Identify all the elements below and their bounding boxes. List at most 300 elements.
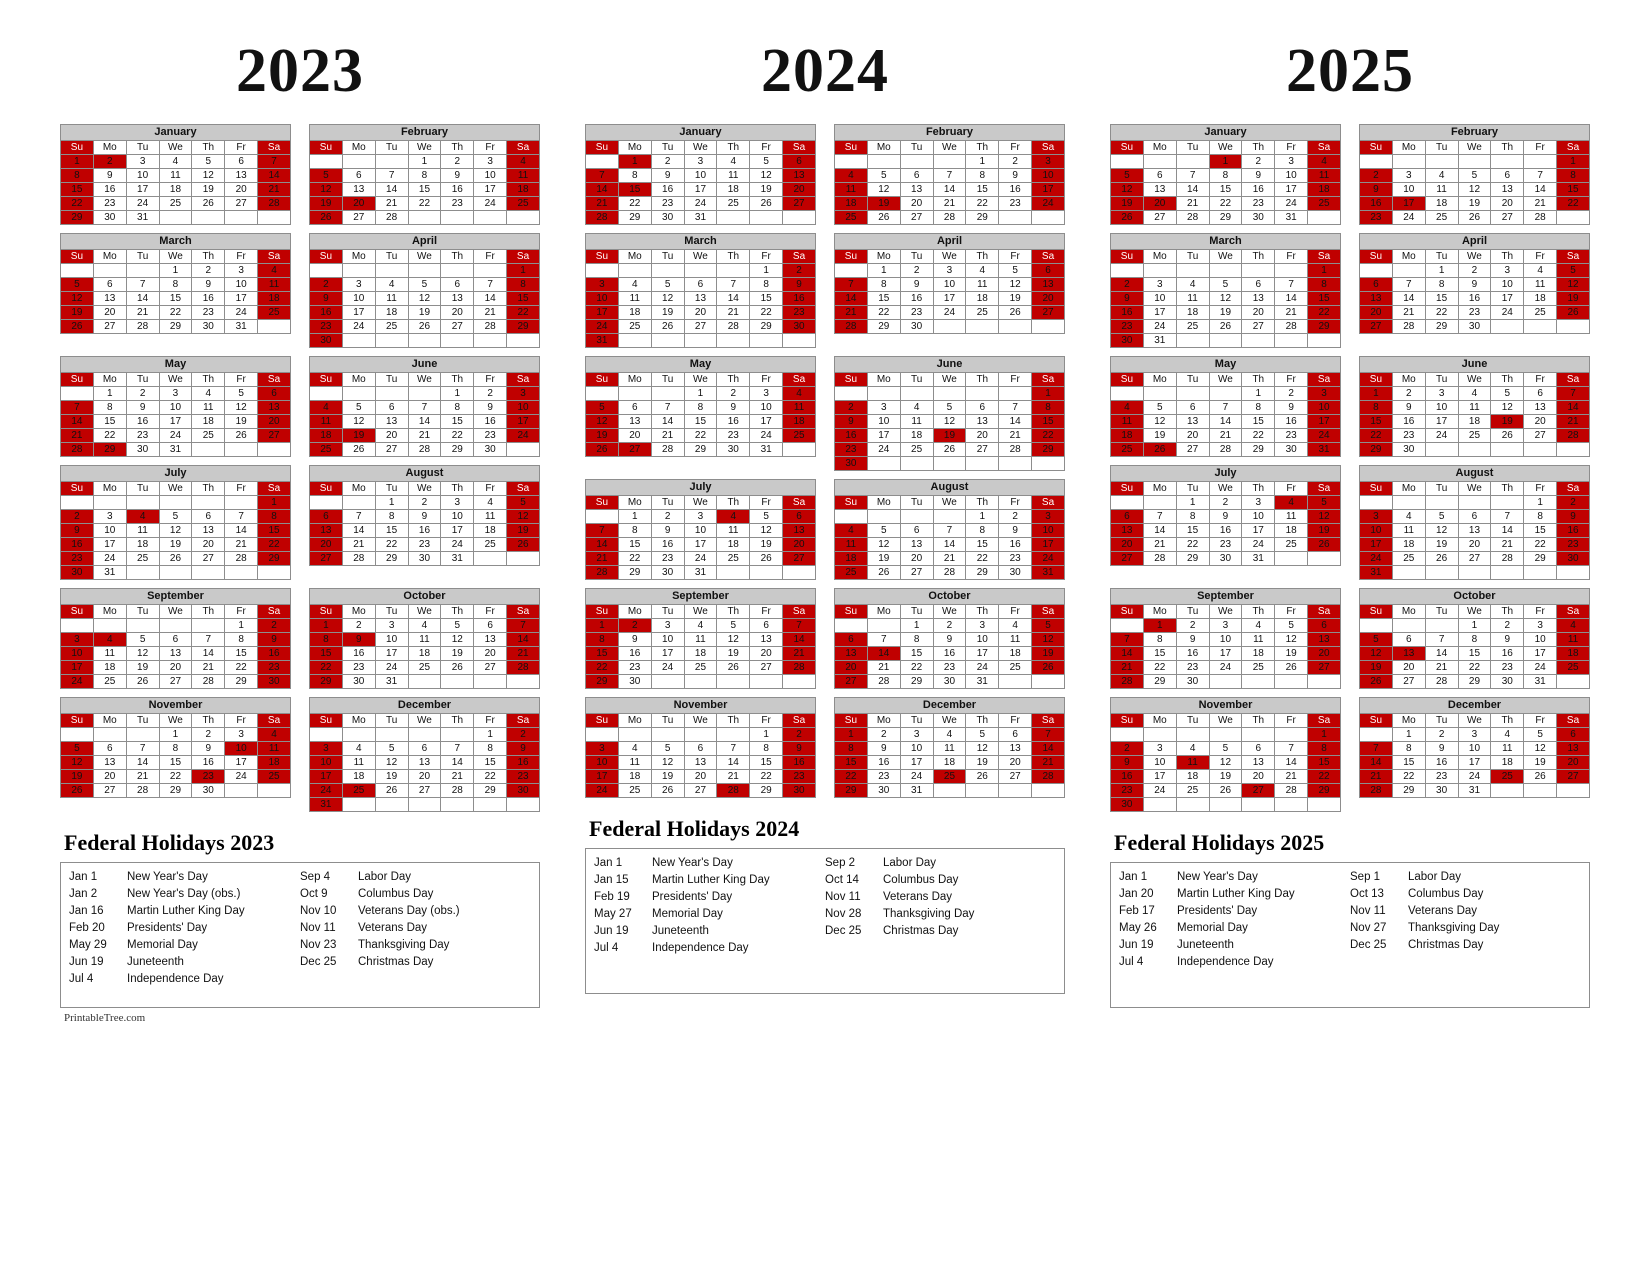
month-table	[309, 372, 540, 457]
day-cell-empty	[1275, 675, 1308, 689]
day-cell: 18	[835, 197, 868, 211]
day-cell: 14	[586, 538, 619, 552]
day-cell: 30	[1458, 320, 1491, 334]
day-cell: 19	[342, 429, 375, 443]
day-cell: 24	[159, 429, 192, 443]
day-cell: 10	[342, 292, 375, 306]
holiday-name: Christmas Day	[358, 956, 434, 968]
day-cell: 15	[867, 292, 900, 306]
day-cell: 20	[900, 197, 933, 211]
day-cell: 3	[507, 387, 540, 401]
day-cell: 28	[586, 211, 619, 225]
weekday-header: Su	[61, 605, 94, 619]
day-cell: 30	[1275, 443, 1308, 457]
weekday-header: Sa	[507, 250, 540, 264]
day-cell: 4	[933, 728, 966, 742]
day-cell-empty	[1557, 566, 1590, 580]
day-cell: 14	[126, 292, 159, 306]
day-cell: 20	[900, 552, 933, 566]
day-cell: 31	[684, 566, 717, 580]
day-cell: 14	[717, 756, 750, 770]
month-table	[1359, 604, 1590, 689]
day-cell: 17	[310, 770, 343, 784]
weekday-header: Sa	[1308, 141, 1341, 155]
day-cell-empty	[1491, 155, 1524, 169]
day-cell: 1	[258, 496, 291, 510]
day-cell: 9	[783, 742, 816, 756]
day-cell: 14	[1425, 647, 1458, 661]
day-cell: 14	[1557, 401, 1590, 415]
day-cell: 11	[618, 292, 651, 306]
day-cell-empty	[441, 675, 474, 689]
day-cell: 21	[441, 770, 474, 784]
day-cell: 12	[651, 292, 684, 306]
day-cell: 16	[900, 292, 933, 306]
day-cell-empty	[1275, 552, 1308, 566]
day-cell: 28	[1176, 211, 1209, 225]
day-cell: 4	[717, 510, 750, 524]
month-title: November	[60, 697, 291, 713]
month-table	[60, 604, 291, 689]
day-cell-empty	[999, 211, 1032, 225]
day-cell-empty	[1275, 798, 1308, 812]
day-cell: 21	[1111, 661, 1144, 675]
weekday-header: We	[684, 250, 717, 264]
day-cell-empty	[258, 320, 291, 334]
day-cell: 25	[408, 661, 441, 675]
day-cell-empty	[867, 619, 900, 633]
holiday-name: Juneteenth	[127, 956, 184, 968]
day-cell: 27	[159, 675, 192, 689]
weekday-header: Th	[1242, 714, 1275, 728]
day-cell: 20	[93, 770, 126, 784]
day-cell: 27	[1360, 320, 1393, 334]
weekday-header: Mo	[342, 250, 375, 264]
weekday-header: We	[1458, 714, 1491, 728]
month-title: December	[309, 697, 540, 713]
day-cell: 16	[1360, 197, 1393, 211]
day-cell: 20	[684, 306, 717, 320]
day-cell: 1	[1143, 619, 1176, 633]
day-cell-empty	[1557, 443, 1590, 457]
day-cell-empty	[342, 264, 375, 278]
day-cell: 2	[900, 264, 933, 278]
year-column	[60, 37, 540, 1024]
weekday-header: Sa	[258, 141, 291, 155]
day-cell-empty	[1392, 496, 1425, 510]
day-cell: 20	[1242, 770, 1275, 784]
day-cell: 10	[474, 169, 507, 183]
day-cell: 3	[966, 619, 999, 633]
day-cell-empty	[750, 675, 783, 689]
day-cell: 18	[1524, 292, 1557, 306]
day-cell: 22	[900, 661, 933, 675]
day-cell: 5	[61, 278, 94, 292]
day-cell: 14	[408, 415, 441, 429]
day-cell: 13	[1392, 647, 1425, 661]
holiday-name: Presidents' Day	[127, 922, 208, 934]
day-cell-empty	[586, 510, 619, 524]
day-cell: 5	[225, 387, 258, 401]
day-cell: 6	[783, 510, 816, 524]
weekday-header: Tu	[375, 250, 408, 264]
day-cell: 11	[900, 415, 933, 429]
day-cell: 10	[1308, 401, 1341, 415]
day-cell: 4	[1308, 155, 1341, 169]
day-cell-empty	[342, 155, 375, 169]
day-cell: 21	[1209, 429, 1242, 443]
day-cell: 21	[192, 661, 225, 675]
weekday-header: Su	[310, 250, 343, 264]
day-cell-empty	[93, 619, 126, 633]
day-cell: 12	[717, 633, 750, 647]
day-cell-empty	[586, 155, 619, 169]
weekday-header: Su	[310, 482, 343, 496]
day-cell: 26	[1557, 306, 1590, 320]
day-cell: 30	[717, 443, 750, 457]
day-cell: 5	[342, 401, 375, 415]
day-cell-empty	[1360, 619, 1393, 633]
day-cell: 27	[408, 784, 441, 798]
day-cell-empty	[310, 155, 343, 169]
day-cell: 26	[1032, 661, 1065, 675]
day-cell: 15	[750, 292, 783, 306]
day-cell: 30	[507, 784, 540, 798]
day-cell: 10	[507, 401, 540, 415]
day-cell: 14	[933, 183, 966, 197]
day-cell: 26	[933, 443, 966, 457]
day-cell: 26	[310, 211, 343, 225]
day-cell: 16	[867, 756, 900, 770]
day-cell: 17	[61, 661, 94, 675]
day-cell: 14	[933, 538, 966, 552]
weekday-header: Fr	[225, 373, 258, 387]
weekday-header: Sa	[1032, 373, 1065, 387]
day-cell: 13	[474, 633, 507, 647]
weekday-header: Th	[1491, 373, 1524, 387]
day-cell-empty	[375, 798, 408, 812]
holiday-row	[300, 954, 531, 971]
day-cell-empty	[900, 457, 933, 471]
day-cell: 29	[867, 320, 900, 334]
holiday-date: Feb 19	[594, 891, 630, 903]
holidays-title: Federal Holidays 2024	[589, 816, 800, 841]
day-cell: 17	[1275, 183, 1308, 197]
day-cell: 28	[258, 197, 291, 211]
day-cell: 17	[1032, 538, 1065, 552]
day-cell: 29	[1392, 784, 1425, 798]
day-cell: 14	[474, 292, 507, 306]
weekday-header: We	[684, 496, 717, 510]
month-block	[1359, 697, 1590, 812]
day-cell-empty	[867, 387, 900, 401]
day-cell: 12	[651, 756, 684, 770]
day-cell: 23	[1111, 320, 1144, 334]
month-title: July	[60, 465, 291, 481]
day-cell: 18	[966, 292, 999, 306]
day-cell: 25	[999, 661, 1032, 675]
weekday-header: Su	[1360, 482, 1393, 496]
holidays-column	[69, 869, 300, 988]
day-cell: 27	[1524, 429, 1557, 443]
day-cell: 20	[1176, 429, 1209, 443]
day-cell: 28	[651, 443, 684, 457]
day-cell: 31	[1143, 334, 1176, 348]
weekday-header: Su	[1111, 373, 1144, 387]
day-cell: 28	[474, 320, 507, 334]
day-cell: 26	[1209, 784, 1242, 798]
day-cell: 28	[999, 443, 1032, 457]
day-cell: 8	[867, 278, 900, 292]
day-cell: 24	[1392, 211, 1425, 225]
day-cell: 10	[966, 633, 999, 647]
weekday-header: Sa	[1032, 605, 1065, 619]
day-cell: 16	[258, 647, 291, 661]
day-cell: 17	[1143, 770, 1176, 784]
day-cell: 1	[618, 155, 651, 169]
holiday-name: Veterans Day	[1408, 905, 1478, 917]
weekday-header: Mo	[867, 496, 900, 510]
weekday-header: Fr	[225, 141, 258, 155]
weekday-header: Mo	[1143, 714, 1176, 728]
day-cell: 18	[1111, 429, 1144, 443]
day-cell-empty	[1143, 264, 1176, 278]
weekday-header: We	[933, 714, 966, 728]
day-cell: 27	[1392, 675, 1425, 689]
day-cell: 24	[750, 429, 783, 443]
day-cell: 14	[1491, 524, 1524, 538]
day-cell: 6	[225, 155, 258, 169]
weekday-header: Mo	[618, 605, 651, 619]
weekday-header: Sa	[1557, 373, 1590, 387]
day-cell: 27	[1491, 211, 1524, 225]
day-cell: 25	[1557, 661, 1590, 675]
day-cell: 15	[1176, 524, 1209, 538]
day-cell: 8	[966, 524, 999, 538]
day-cell: 20	[618, 429, 651, 443]
weekday-header: Tu	[1176, 605, 1209, 619]
weekday-header: Mo	[93, 605, 126, 619]
day-cell: 25	[1425, 211, 1458, 225]
weekday-header: We	[933, 250, 966, 264]
day-cell: 18	[258, 292, 291, 306]
day-cell: 13	[192, 524, 225, 538]
day-cell-empty	[258, 443, 291, 457]
holiday-row	[1119, 903, 1350, 920]
day-cell: 6	[900, 169, 933, 183]
weekday-header: Tu	[1425, 250, 1458, 264]
day-cell: 14	[1111, 647, 1144, 661]
weekday-header: Sa	[507, 482, 540, 496]
day-cell: 31	[1242, 552, 1275, 566]
day-cell: 31	[750, 443, 783, 457]
day-cell: 29	[507, 320, 540, 334]
holiday-name: Presidents' Day	[652, 891, 733, 903]
day-cell: 13	[783, 169, 816, 183]
day-cell: 18	[310, 429, 343, 443]
day-cell: 7	[441, 742, 474, 756]
day-cell: 4	[1458, 387, 1491, 401]
day-cell: 22	[1032, 429, 1065, 443]
day-cell-empty	[651, 675, 684, 689]
weekday-header: Mo	[867, 250, 900, 264]
day-cell: 30	[61, 566, 94, 580]
weekday-header: Sa	[783, 250, 816, 264]
month-table	[1110, 481, 1341, 566]
day-cell-empty	[441, 728, 474, 742]
day-cell: 14	[507, 633, 540, 647]
day-cell: 6	[1111, 510, 1144, 524]
weekday-header: Tu	[375, 141, 408, 155]
month-title: August	[834, 479, 1065, 495]
day-cell: 3	[586, 742, 619, 756]
day-cell: 14	[1524, 183, 1557, 197]
day-cell-empty	[1209, 264, 1242, 278]
day-cell: 9	[651, 524, 684, 538]
day-cell: 3	[651, 619, 684, 633]
day-cell-empty	[651, 334, 684, 348]
day-cell: 1	[1308, 728, 1341, 742]
day-cell: 28	[1143, 552, 1176, 566]
months-grid	[585, 124, 1065, 798]
weekday-header: Sa	[507, 605, 540, 619]
day-cell: 23	[441, 197, 474, 211]
day-cell-empty	[342, 496, 375, 510]
day-cell: 1	[750, 264, 783, 278]
weekday-header: Th	[717, 496, 750, 510]
day-cell: 8	[507, 278, 540, 292]
day-cell: 21	[1176, 197, 1209, 211]
day-cell: 3	[750, 387, 783, 401]
day-cell: 16	[783, 756, 816, 770]
month-title: December	[834, 697, 1065, 713]
holiday-row	[69, 886, 300, 903]
day-cell-empty	[933, 155, 966, 169]
weekday-header: We	[408, 605, 441, 619]
day-cell: 31	[1275, 211, 1308, 225]
day-cell: 2	[999, 510, 1032, 524]
day-cell: 15	[1209, 183, 1242, 197]
day-cell: 10	[61, 647, 94, 661]
holiday-name: New Year's Day	[1177, 871, 1258, 883]
weekday-header: We	[408, 482, 441, 496]
day-cell: 1	[375, 496, 408, 510]
weekday-header: Tu	[651, 605, 684, 619]
day-cell-empty	[1491, 784, 1524, 798]
day-cell: 14	[258, 169, 291, 183]
day-cell: 31	[375, 675, 408, 689]
day-cell: 21	[408, 429, 441, 443]
day-cell: 4	[1557, 619, 1590, 633]
holiday-date: Feb 20	[69, 922, 105, 934]
holiday-row	[69, 869, 300, 886]
holiday-name: Independence Day	[127, 973, 224, 985]
day-cell-empty	[933, 387, 966, 401]
weekday-header: We	[159, 250, 192, 264]
day-cell: 16	[1425, 756, 1458, 770]
day-cell: 25	[507, 197, 540, 211]
day-cell: 26	[441, 661, 474, 675]
day-cell: 17	[966, 647, 999, 661]
day-cell: 2	[717, 387, 750, 401]
holiday-date: Sep 1	[1350, 871, 1381, 883]
day-cell-empty	[835, 510, 868, 524]
day-cell: 22	[618, 197, 651, 211]
day-cell: 5	[375, 742, 408, 756]
day-cell: 11	[192, 401, 225, 415]
day-cell-empty	[999, 320, 1032, 334]
holiday-name: New Year's Day	[127, 871, 208, 883]
day-cell-empty	[1176, 387, 1209, 401]
day-cell-empty	[342, 334, 375, 348]
weekday-header: Sa	[1308, 714, 1341, 728]
day-cell: 28	[1392, 320, 1425, 334]
month-block	[1110, 697, 1341, 812]
day-cell: 20	[1392, 661, 1425, 675]
holiday-date: Jan 16	[69, 905, 104, 917]
day-cell: 22	[159, 770, 192, 784]
day-cell: 8	[1360, 401, 1393, 415]
month-table	[834, 604, 1065, 689]
day-cell: 29	[61, 211, 94, 225]
day-cell: 1	[966, 510, 999, 524]
day-cell: 9	[441, 169, 474, 183]
day-cell-empty	[1143, 387, 1176, 401]
weekday-header: We	[684, 714, 717, 728]
day-cell-empty	[474, 552, 507, 566]
day-cell: 23	[651, 197, 684, 211]
weekday-header: Th	[192, 373, 225, 387]
day-cell: 1	[441, 387, 474, 401]
day-cell: 6	[408, 742, 441, 756]
weekday-header: Sa	[258, 605, 291, 619]
weekday-header: Su	[586, 141, 619, 155]
day-cell: 28	[717, 320, 750, 334]
weekday-header: Su	[586, 496, 619, 510]
holiday-name: Martin Luther King Day	[652, 874, 770, 886]
weekday-header: Th	[1491, 482, 1524, 496]
day-cell-empty	[225, 566, 258, 580]
day-cell: 3	[684, 510, 717, 524]
day-cell: 21	[999, 429, 1032, 443]
day-cell: 6	[375, 401, 408, 415]
day-cell: 21	[61, 429, 94, 443]
month-table	[834, 713, 1065, 798]
day-cell: 31	[1032, 566, 1065, 580]
day-cell-empty	[507, 552, 540, 566]
day-cell: 17	[900, 756, 933, 770]
month-block	[834, 479, 1065, 580]
weekday-header: Sa	[1557, 250, 1590, 264]
day-cell: 22	[684, 429, 717, 443]
day-cell: 13	[684, 756, 717, 770]
day-cell: 21	[507, 647, 540, 661]
weekday-header: Fr	[1275, 482, 1308, 496]
day-cell: 23	[1458, 306, 1491, 320]
day-cell: 18	[1176, 770, 1209, 784]
day-cell: 7	[835, 278, 868, 292]
weekday-header: Fr	[474, 482, 507, 496]
day-cell: 13	[93, 756, 126, 770]
weekday-header: Th	[966, 373, 999, 387]
day-cell: 8	[750, 278, 783, 292]
day-cell: 21	[1491, 538, 1524, 552]
day-cell: 17	[651, 647, 684, 661]
day-cell-empty	[375, 155, 408, 169]
day-cell: 25	[1458, 429, 1491, 443]
weekday-header: Tu	[1176, 482, 1209, 496]
day-cell: 24	[441, 538, 474, 552]
